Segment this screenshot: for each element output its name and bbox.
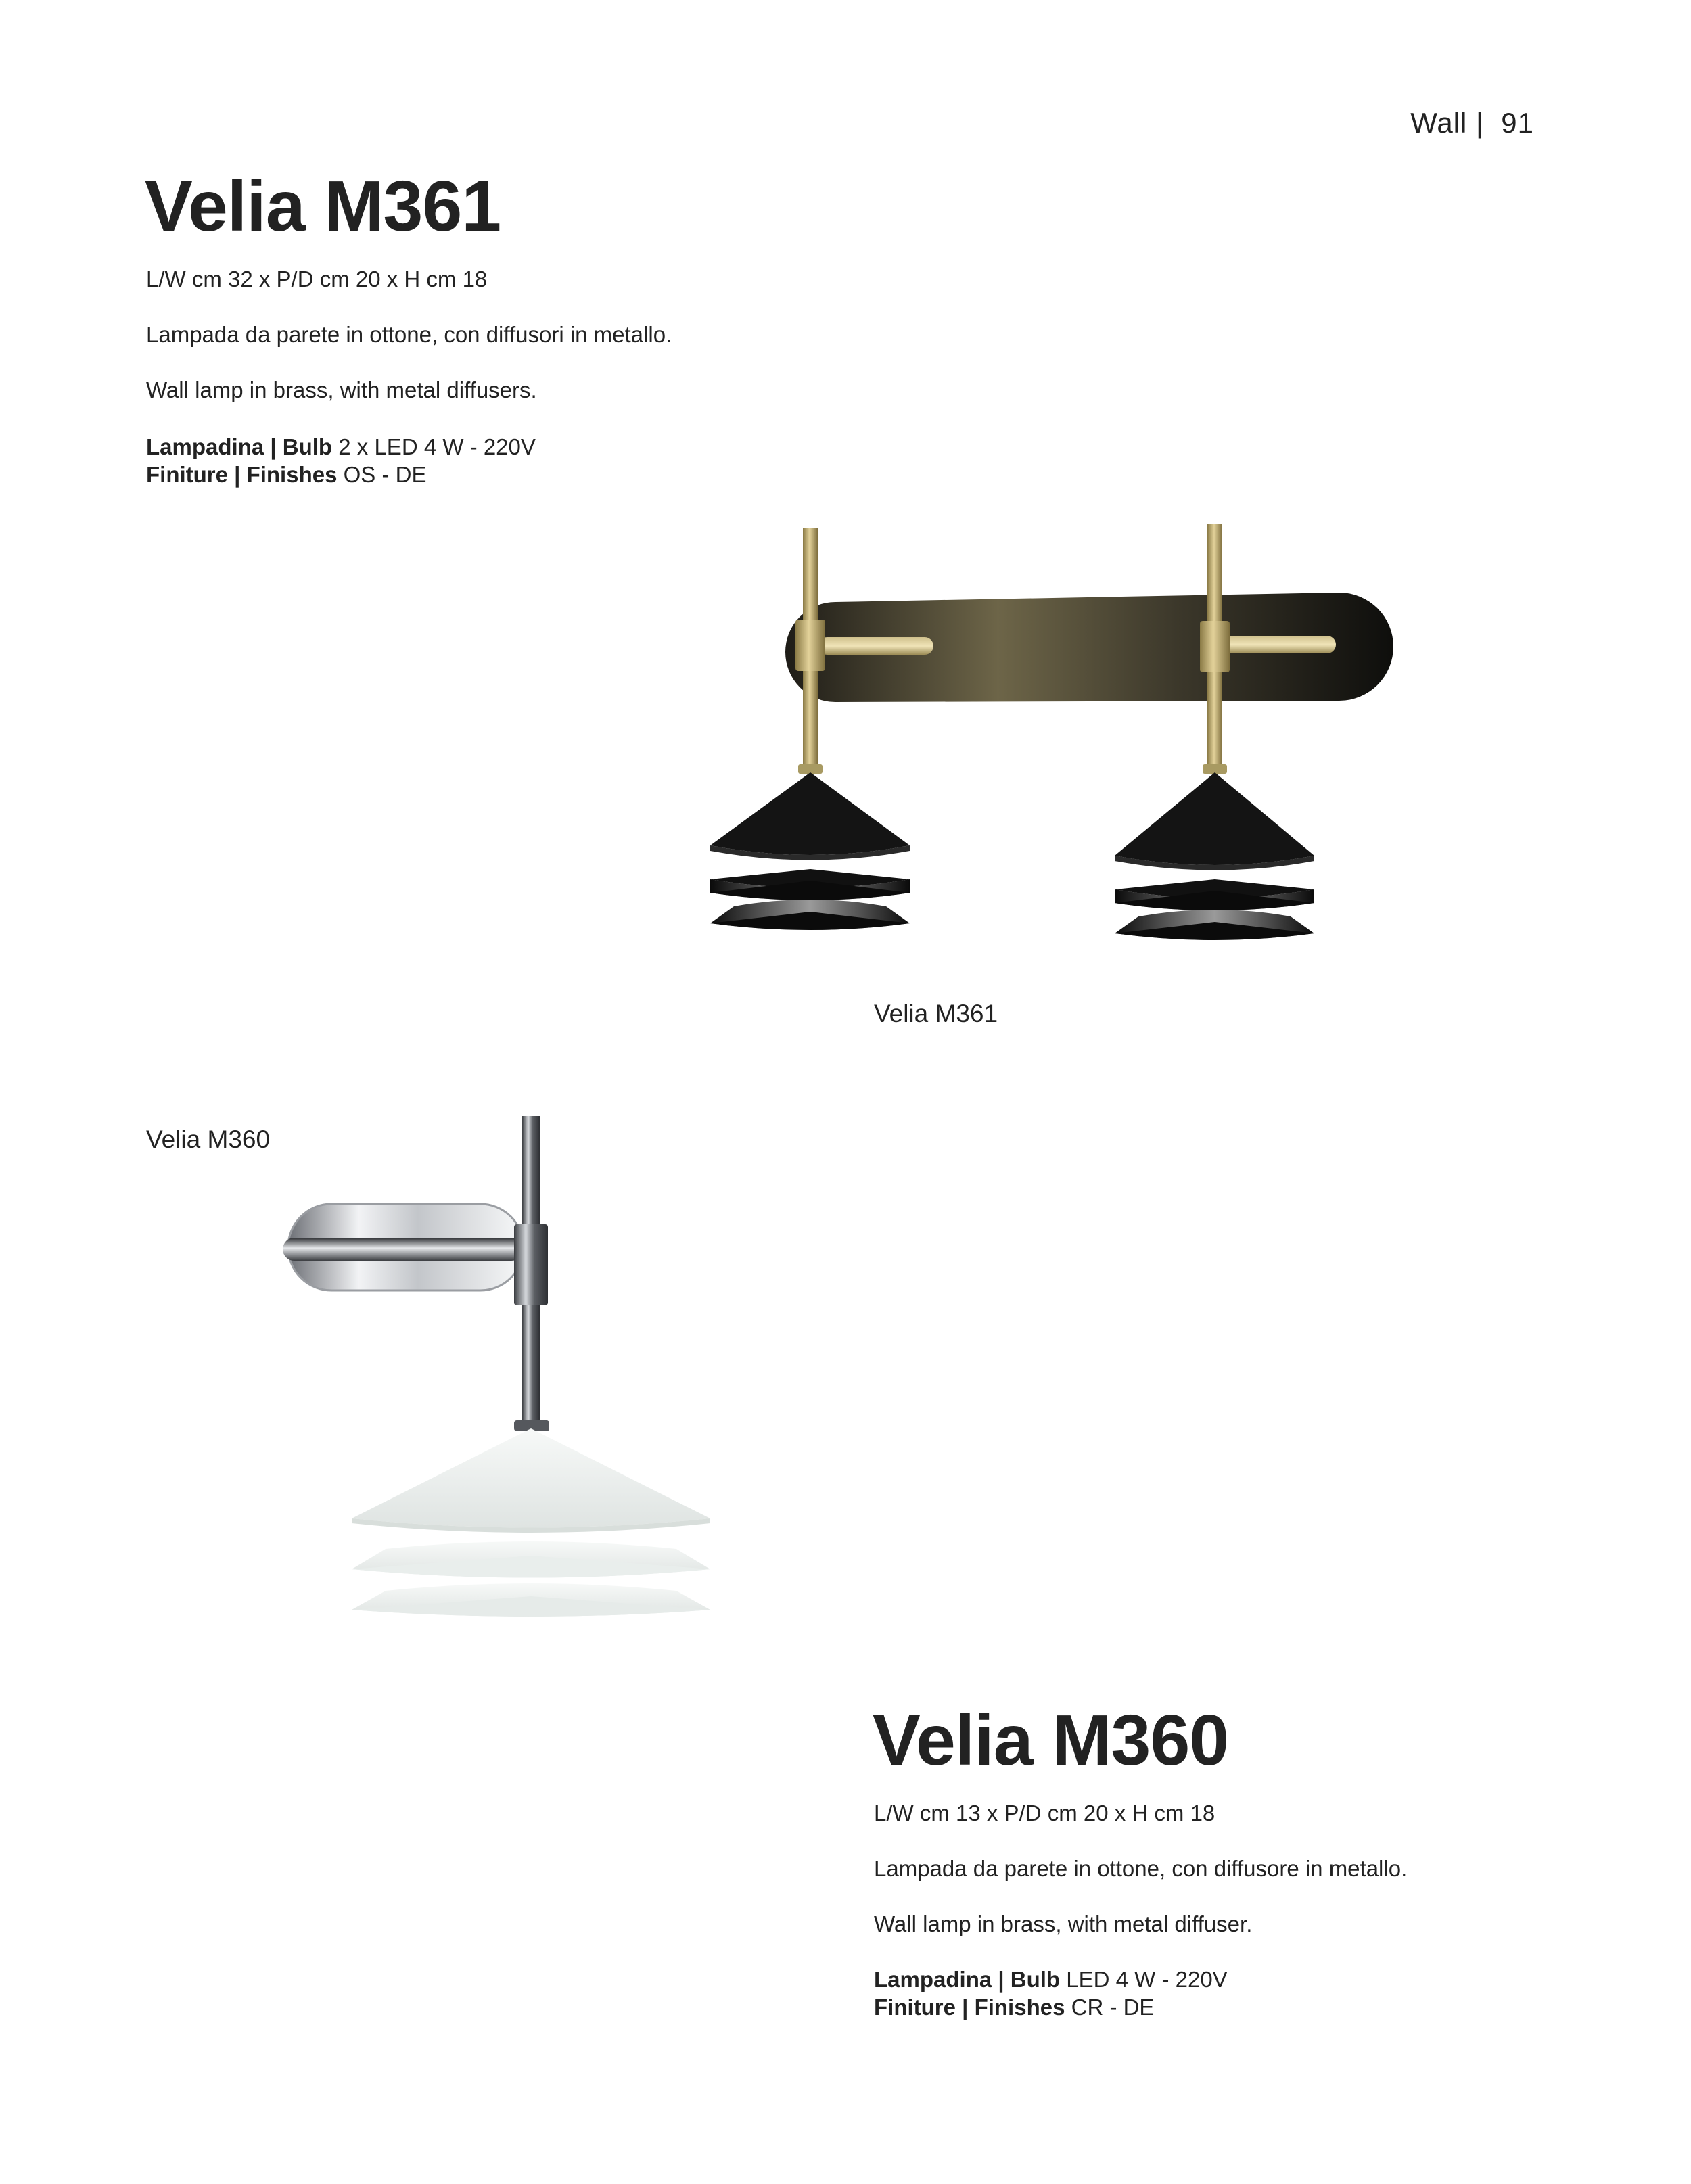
arm-left: [818, 637, 933, 655]
product-desc-it-m360: Lampada da parete in ottone, con diffusore in metallo.: [874, 1856, 1408, 1881]
page-header: [1410, 107, 1534, 139]
bulb-value: 2 x LED 4 W - 220V: [338, 434, 536, 459]
page-number: 91: [1501, 107, 1534, 139]
product-title-m361: Velia M361: [145, 166, 501, 246]
product-title-m360: Velia M360: [873, 1700, 1229, 1780]
finishes-label: Finiture | Finishes: [874, 1995, 1065, 2020]
product-dimensions-m360: L/W cm 13 x P/D cm 20 x H cm 18: [874, 1800, 1215, 1826]
finishes-value: OS - DE: [343, 462, 427, 487]
product-desc-en-m361: Wall lamp in brass, with metal diffusers.: [146, 377, 537, 402]
shade-right: [1115, 772, 1314, 940]
collar-right: [1200, 621, 1230, 672]
product-finishes-m361: [146, 461, 426, 488]
product-desc-it-m361: Lampada da parete in ottone, con diffusori in metallo.: [146, 322, 672, 347]
product-image-m360: [271, 1109, 744, 1623]
bulb-label: Lampadina | Bulb: [146, 434, 333, 459]
finishes-value: CR - DE: [1071, 1995, 1155, 2020]
arm-right: [1221, 636, 1336, 653]
product-bulb-m360: [874, 1966, 1228, 1993]
image-caption-m361: Velia M361: [874, 1000, 998, 1027]
bulb-value: LED 4 W - 220V: [1066, 1967, 1228, 1992]
shade: [352, 1428, 710, 1617]
header-separator: |: [1476, 107, 1484, 139]
collar-left: [795, 620, 825, 671]
product-dimensions-m361: L/W cm 32 x P/D cm 20 x H cm 18: [146, 266, 488, 292]
section-label: Wall: [1410, 107, 1468, 139]
finishes-label: Finiture | Finishes: [146, 462, 338, 487]
arm: [283, 1238, 523, 1261]
product-bulb-m361: [146, 433, 536, 461]
collar: [514, 1224, 548, 1305]
image-caption-m360: Velia M360: [146, 1125, 271, 1153]
shade-left: [710, 772, 910, 930]
product-finishes-m360: [874, 1993, 1154, 2021]
product-desc-en-m360: Wall lamp in brass, with metal diffuser.: [874, 1911, 1253, 1936]
product-image-m361: [663, 528, 1420, 933]
bulb-label: Lampadina | Bulb: [874, 1967, 1061, 1992]
